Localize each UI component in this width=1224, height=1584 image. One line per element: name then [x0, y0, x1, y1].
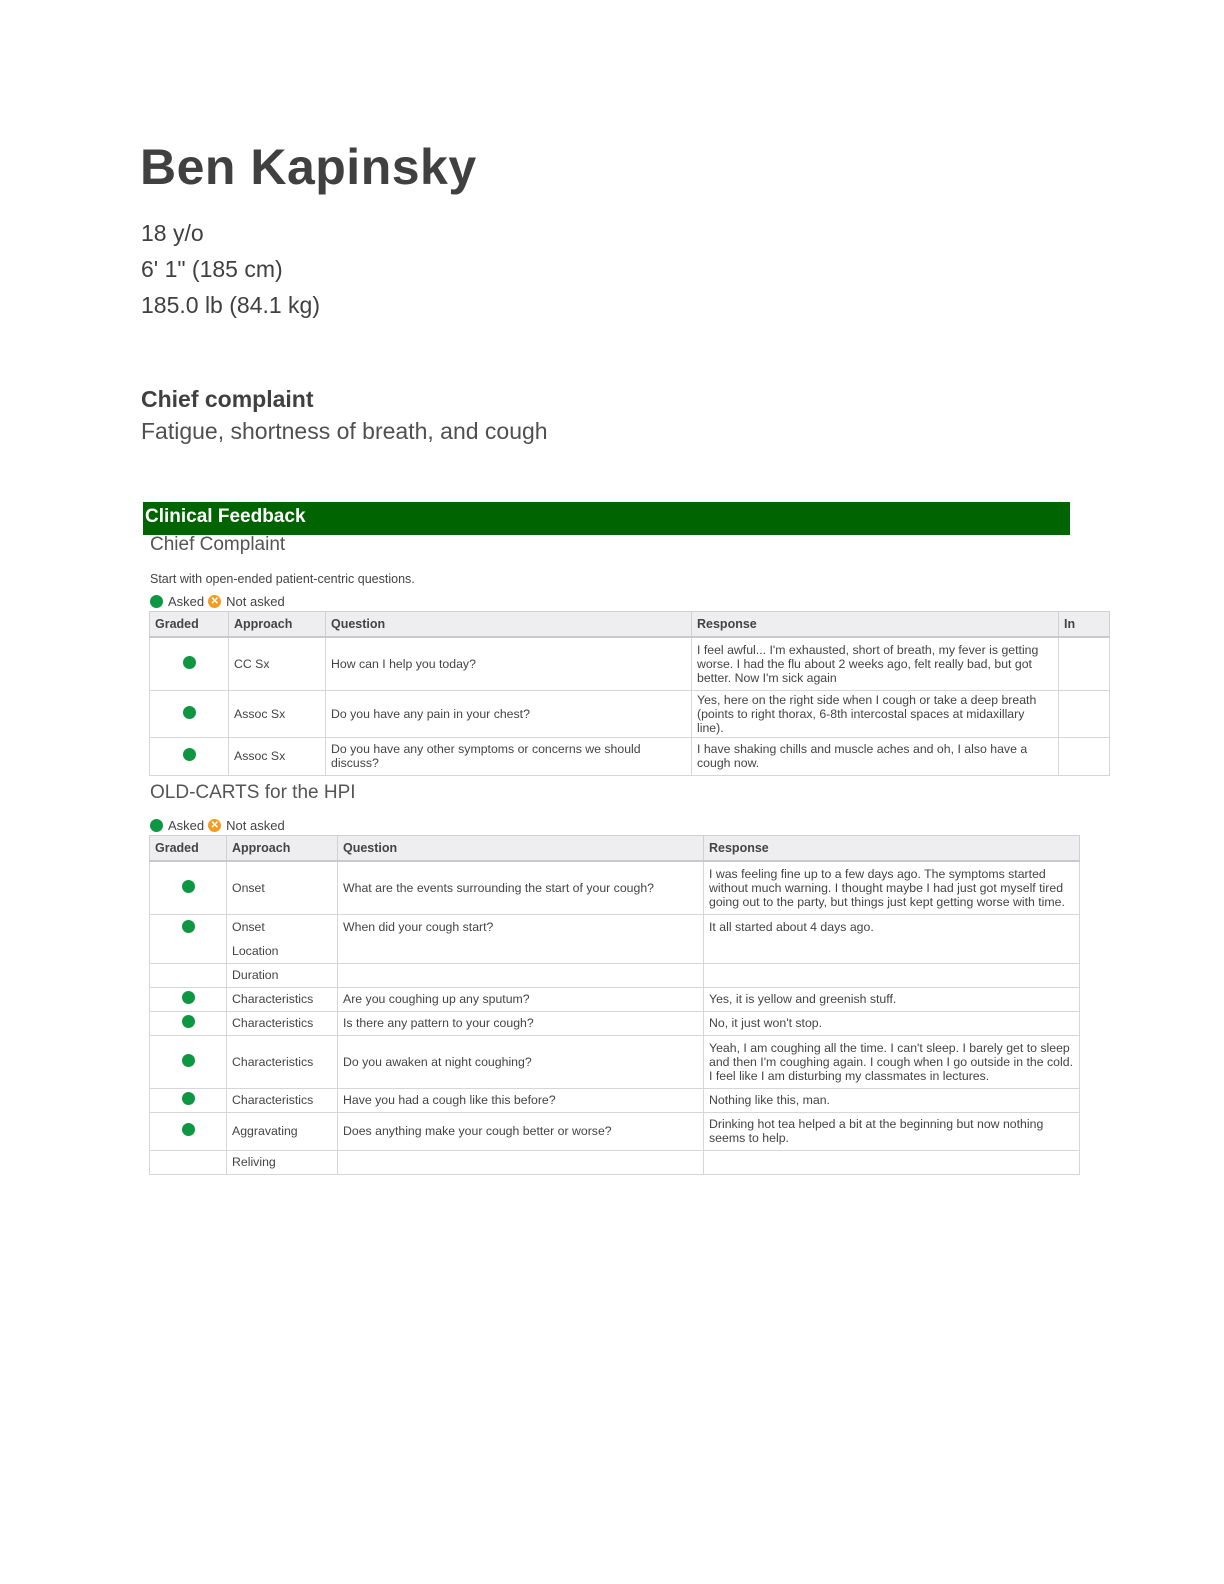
graded-cell [150, 690, 229, 737]
response-cell: Yes, it is yellow and greenish stuff. [704, 987, 1080, 1011]
chief-complaint-heading: Chief complaint [141, 386, 314, 412]
question-cell: Are you coughing up any sputum? [338, 987, 704, 1011]
response-cell: Yes, here on the right side when I cough or take a deep breath (points to right thorax, 6-8th intercostal spaces at midaxillary line). [692, 690, 1059, 737]
header-response: Response [704, 836, 1080, 862]
table-row [150, 914, 1080, 963]
response-cell [704, 963, 1080, 987]
table-row [150, 1112, 1080, 1150]
section-title-chief-complaint: Chief Complaint [150, 534, 286, 555]
header-approach: Approach [227, 836, 338, 862]
response-cell: I was feeling fine up to a few days ago. The symptoms started without much warning. I thought maybe I had just got myself tired going out to the party, but things just kept getting worse with time. [704, 861, 1080, 914]
not-asked-x-icon: ✕ [208, 819, 221, 832]
legend [150, 816, 285, 834]
approach-cell: Characteristics [227, 1035, 338, 1088]
graded-cell [150, 963, 227, 987]
response-cell: I feel awful... I'm exhausted, short of breath, my fever is getting worse. I had the flu about 2 weeks ago, felt really bad, but got better. Now I'm sick again [692, 637, 1059, 690]
asked-dot-icon [183, 656, 196, 669]
question-cell: Does anything make your cough better or worse? [338, 1112, 704, 1150]
graded-cell [150, 1011, 227, 1035]
asked-dot-icon [182, 880, 195, 893]
graded-cell [150, 1035, 227, 1088]
chief-complaint-text: Fatigue, shortness of breath, and cough [141, 418, 548, 444]
asked-dot-icon [182, 1015, 195, 1028]
graded-cell [150, 1150, 227, 1174]
header-graded: Graded [150, 612, 229, 638]
section-title-old-carts: OLD-CARTS for the HPI [150, 782, 356, 803]
asked-dot-icon [182, 1092, 195, 1105]
table-row [150, 737, 1110, 775]
question-cell: Do you awaken at night coughing? [338, 1035, 704, 1088]
approach-cell: CC Sx [229, 637, 326, 690]
header-approach: Approach [229, 612, 326, 638]
question-cell: Do you have any other symptoms or concerns we should discuss? [326, 737, 692, 775]
not-asked-x-icon: ✕ [208, 595, 221, 608]
patient-name: Ben Kapinsky [140, 139, 477, 195]
response-cell: I have shaking chills and muscle aches and oh, I also have a cough now. [692, 737, 1059, 775]
response-cell: Drinking hot tea helped a bit at the beginning but now nothing seems to help. [704, 1112, 1080, 1150]
table-row [150, 963, 1080, 987]
asked-dot-icon [182, 920, 195, 933]
approach-cell: Reliving [227, 1150, 338, 1174]
question-cell: When did your cough start? [338, 914, 704, 963]
asked-dot-icon [182, 1123, 195, 1136]
table-row [150, 1011, 1080, 1035]
asked-dot-icon [182, 1054, 195, 1067]
patient-weight: 185.0 lb (84.1 kg) [141, 292, 321, 318]
header-graded: Graded [150, 836, 227, 862]
table-row [150, 1088, 1080, 1112]
asked-dot-icon [182, 991, 195, 1004]
section-hint: Start with open-ended patient-centric questions. [150, 572, 415, 586]
asked-dot-icon [150, 819, 163, 832]
approach-onset: Onset [232, 919, 265, 934]
header-question: Question [326, 612, 692, 638]
graded-cell [150, 737, 229, 775]
extra-cell [1059, 690, 1110, 737]
approach-cell: Assoc Sx [229, 690, 326, 737]
graded-cell [150, 1088, 227, 1112]
approach-cell [227, 914, 338, 963]
chief-complaint-table-wrapper [149, 611, 1076, 776]
header-question: Question [338, 836, 704, 862]
approach-cell: Onset [227, 861, 338, 914]
response-cell: Nothing like this, man. [704, 1088, 1080, 1112]
legend-not-asked-label: Not asked [226, 817, 285, 833]
table-row [150, 1150, 1080, 1174]
header-in: In [1059, 612, 1110, 638]
table-row [150, 690, 1110, 737]
approach-location: Location [232, 943, 279, 958]
graded-cell [150, 914, 227, 963]
old-carts-table [149, 835, 1080, 1175]
table-row [150, 987, 1080, 1011]
patient-age: 18 y/o [141, 220, 204, 246]
table-row [150, 637, 1110, 690]
graded-cell [150, 861, 227, 914]
patient-height: 6' 1" (185 cm) [141, 256, 283, 282]
question-cell [338, 963, 704, 987]
question-cell: How can I help you today? [326, 637, 692, 690]
old-carts-table-wrapper [149, 835, 1073, 1171]
approach-cell: Assoc Sx [229, 737, 326, 775]
chief-complaint-table [149, 611, 1110, 776]
approach-cell: Characteristics [227, 1011, 338, 1035]
graded-cell [150, 637, 229, 690]
graded-cell [150, 1112, 227, 1150]
question-cell [338, 1150, 704, 1174]
graded-cell [150, 987, 227, 1011]
response-cell [704, 1150, 1080, 1174]
asked-dot-icon [183, 748, 196, 761]
question-cell: Is there any pattern to your cough? [338, 1011, 704, 1035]
extra-cell [1059, 737, 1110, 775]
approach-cell: Aggravating [227, 1112, 338, 1150]
response-cell: No, it just won't stop. [704, 1011, 1080, 1035]
approach-cell: Duration [227, 963, 338, 987]
response-cell: It all started about 4 days ago. [704, 914, 1080, 963]
asked-dot-icon [150, 595, 163, 608]
clinical-feedback-header: Clinical Feedback [143, 502, 1070, 535]
question-cell: What are the events surrounding the start of your cough? [338, 861, 704, 914]
response-cell: Yeah, I am coughing all the time. I can't sleep. I barely get to sleep and then I'm coughing again. I cough when I go outside in the cold. I feel like I am disturbing my classmates in lectures. [704, 1035, 1080, 1088]
approach-cell: Characteristics [227, 987, 338, 1011]
legend-asked-label: Asked [168, 817, 205, 833]
legend-not-asked-label: Not asked [226, 593, 285, 609]
approach-cell: Characteristics [227, 1088, 338, 1112]
header-response: Response [692, 612, 1059, 638]
table-row [150, 861, 1080, 914]
table-row [150, 1035, 1080, 1088]
asked-dot-icon [183, 706, 196, 719]
question-cell: Have you had a cough like this before? [338, 1088, 704, 1112]
question-cell: Do you have any pain in your chest? [326, 690, 692, 737]
extra-cell [1059, 637, 1110, 690]
legend-asked-label: Asked [168, 593, 205, 609]
legend [150, 592, 285, 610]
